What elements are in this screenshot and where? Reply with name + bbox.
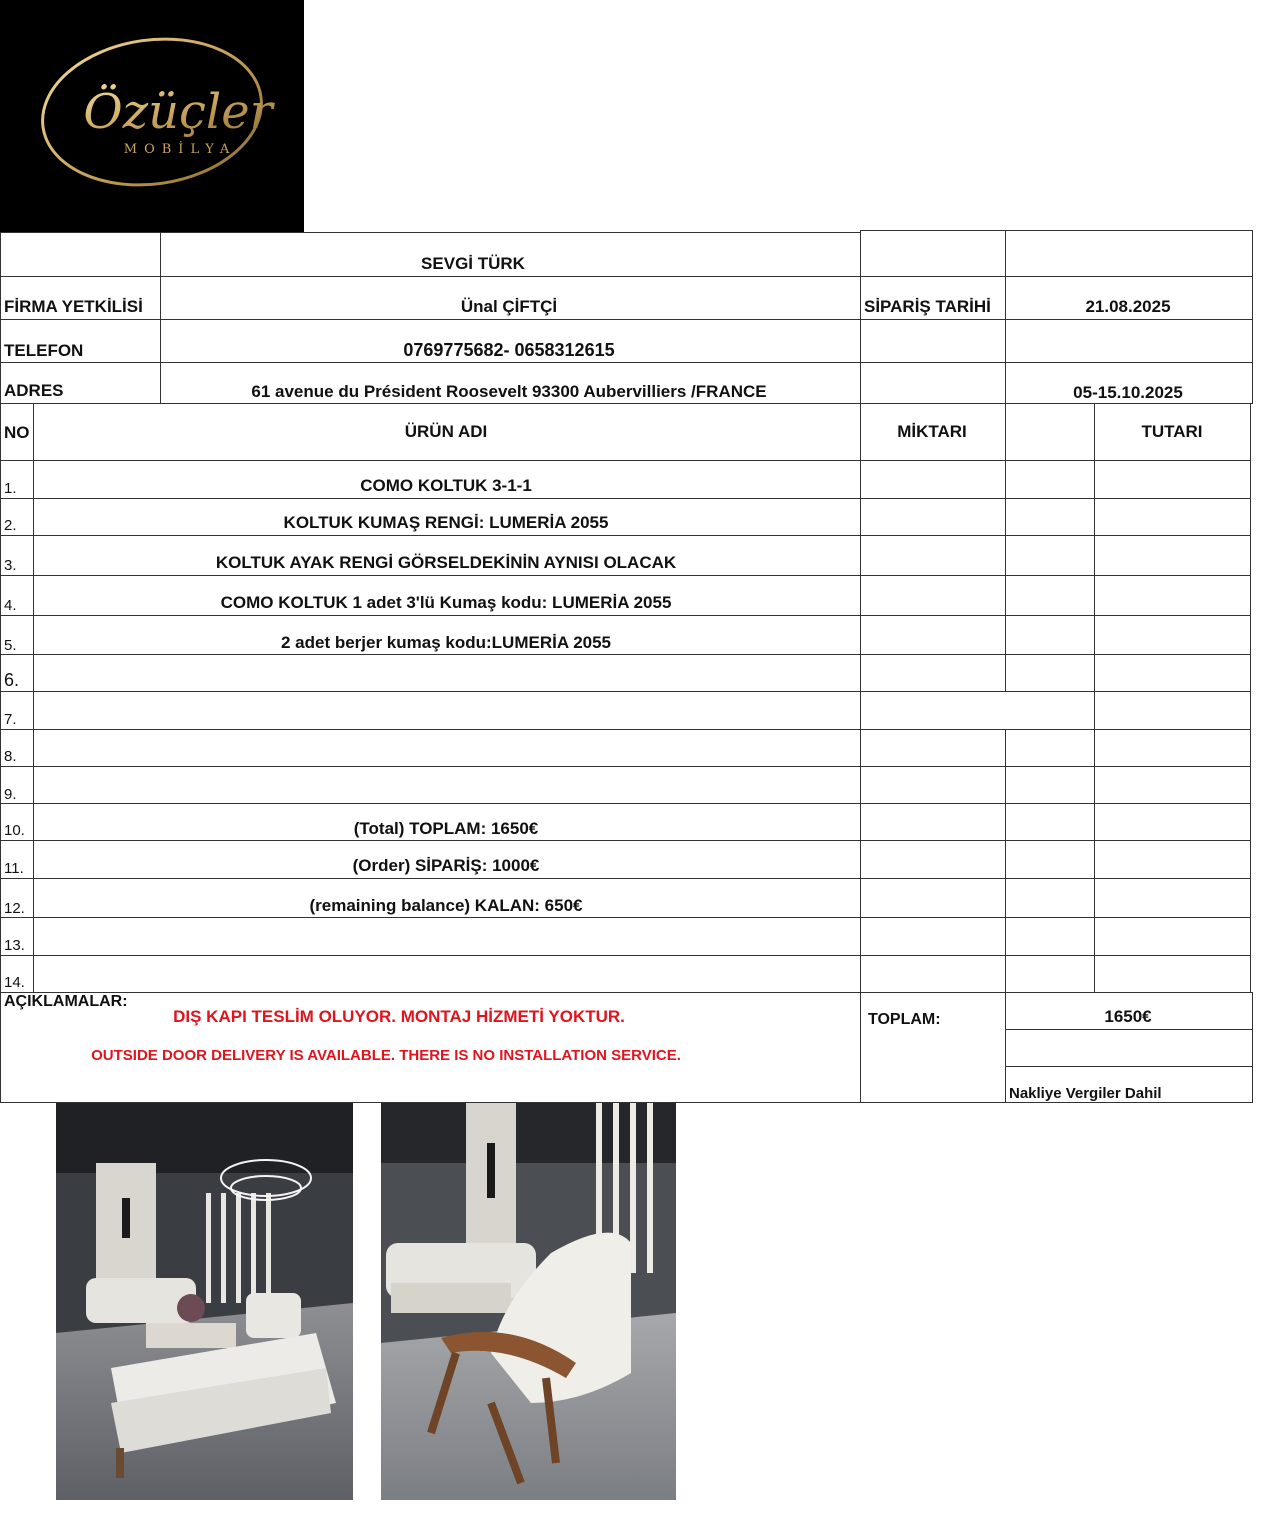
telefon-value: 0769775682- 0658312615 [403,340,615,360]
row-no: 12. [4,900,25,917]
row-product: (Order) SİPARİŞ: 1000€ [352,856,540,875]
col-miktar-header: MİKTARI [897,422,967,441]
row-no: 2. [4,517,17,534]
toplam-label: TOPLAM: [868,1011,941,1028]
logo-sub-text: MOBİLYA [123,142,237,157]
firma-label: FİRMA YETKİLİSİ [4,297,143,316]
company-logo [0,0,304,232]
telefon-label: TELEFON [4,341,84,360]
aciklamalar-label: AÇIKLAMALAR: [4,993,128,1010]
customer-name: SEVGİ TÜRK [421,254,525,273]
adres-label: ADRES [4,381,64,400]
row-no: 9. [4,786,17,803]
row-no: 10. [4,822,25,839]
row-no: 3. [4,557,17,574]
logo-emblem [0,0,304,232]
nakliye-note: Nakliye Vergiler Dahil [1009,1085,1162,1102]
row-no: 6. [4,670,20,690]
row-product: (remaining balance) KALAN: 650€ [309,896,583,915]
adres-value: 61 avenue du Président Roosevelt 93300 Aubervilliers /FRANCE [251,382,767,401]
siparis-tarihi-value: 21.08.2025 [1085,297,1171,316]
row-product: KOLTUK AYAK RENGİ GÖRSELDEKİNİN AYNISI OLACAK [215,553,677,572]
row-no: 7. [4,711,17,728]
row-no: 11. [4,860,24,877]
delivery-date-range: 05-15.10.2025 [1073,383,1183,402]
row-no: 1. [4,480,17,497]
note-turkish: DIŞ KAPI TESLİM OLUYOR. MONTAJ HİZMETİ YOKTUR. [173,1007,625,1026]
row-product: COMO KOLTUK 3-1-1 [360,476,532,495]
col-tutar-header: TUTARI [1141,422,1203,441]
col-no-header: NO [4,423,30,442]
logo-script-text: Özüçler [83,84,273,140]
row-no: 5. [4,637,17,654]
product-photo-armchair [381,1103,676,1500]
row-no: 8. [4,748,17,765]
siparis-tarihi-label: SİPARİŞ TARİHİ [864,297,991,316]
col-urun-header: ÜRÜN ADI [404,422,488,441]
row-no: 4. [4,597,17,614]
row-no: 14. [4,974,25,991]
row-product: 2 adet berjer kumaş kodu:LUMERİA 2055 [280,633,612,652]
row-product: (Total) TOPLAM: 1650€ [353,819,539,838]
toplam-value: 1650€ [1104,1007,1152,1026]
row-no: 13. [4,937,25,954]
firma-value: Ünal ÇİFTÇİ [460,297,558,316]
row-product: COMO KOLTUK 1 adet 3'lü Kumaş kodu: LUMERİA 2055 [220,593,672,612]
product-photo-sofa-set [56,1103,353,1500]
note-english: OUTSIDE DOOR DELIVERY IS AVAILABLE. THERE IS NO INSTALLATION SERVICE. [91,1047,681,1064]
row-product: KOLTUK KUMAŞ RENGİ: LUMERİA 2055 [283,513,609,532]
